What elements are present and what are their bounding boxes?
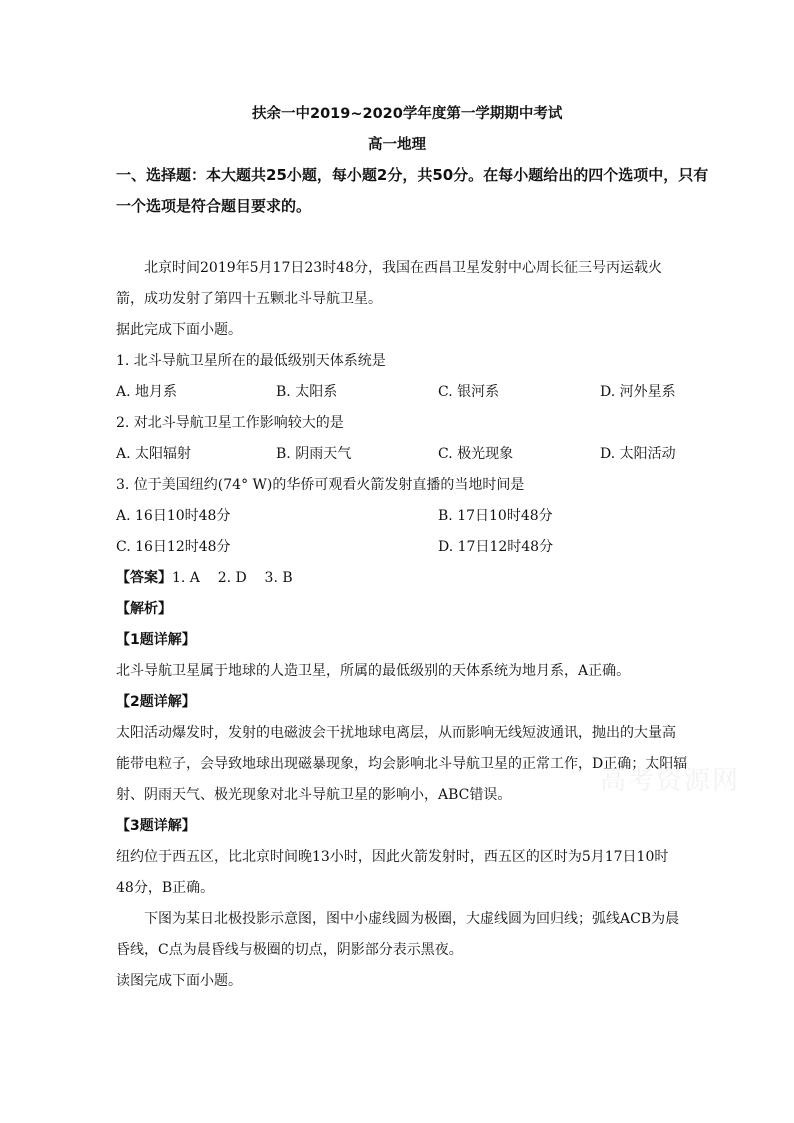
question-1-stem: 1. 北斗导航卫星所在的最低级别天体系统是: [116, 353, 386, 369]
passage1-prompt: 据此完成下面小题。: [116, 322, 242, 338]
passage1-line2: 箭，成功发射了第四十五颗北斗导航卫星。: [116, 291, 382, 307]
question-2-option-d: D. 太阳活动: [600, 446, 676, 462]
analysis-label: 【解析】: [116, 601, 172, 617]
watermark: 高考资源网: [600, 766, 741, 796]
q2-detail-line3: 射、阴雨天气、极光现象对北斗导航卫星的影响小，ABC错误。: [116, 787, 512, 803]
answer-text: 1. A 2. D 3. B: [172, 570, 293, 586]
subject-title: 高一地理: [368, 137, 426, 153]
q3-detail-line1: 纽约位于西五区，比北京时间晚13小时，因此火箭发射时，西五区的区时为5月17日10时: [116, 849, 669, 865]
question-3-option-b: B. 17日10时48分: [438, 508, 553, 524]
question-1-option-b: B. 太阳系: [276, 384, 338, 400]
exam-title: 扶余一中2019~2020学年度第一学期期中考试: [252, 106, 563, 122]
question-2-option-a: A. 太阳辐射: [116, 446, 192, 462]
question-3-stem: 3. 位于美国纽约(74° W)的华侨可观看火箭发射直播的当地时间是: [116, 477, 525, 493]
passage2-line1: 下图为某日北极投影示意图，图中小虚线圆为极圈，大虚线圆为回归线；弧线ACB为晨: [144, 911, 680, 927]
section-heading-line2: 一个选项是符合题目要求的。: [116, 197, 312, 215]
question-3-option-d: D. 17日12时48分: [438, 539, 554, 555]
q1-detail-label: 【1题详解】: [116, 632, 196, 648]
q2-detail-line2: 能带电粒子，会导致地球出现磁暴现象，均会影响北斗导航卫星的正常工作，D正确；太阳辐: [116, 756, 688, 772]
passage2-line2: 昏线，C点为晨昏线与极圈的切点，阴影部分表示黑夜。: [116, 942, 463, 958]
section-heading-line1: 一、选择题：本大题共25小题，每小题2分，共50分。在每小题给出的四个选项中，只有: [116, 166, 709, 184]
question-2-option-c: C. 极光现象: [438, 446, 514, 462]
q2-detail-line1: 太阳活动爆发时，发射的电磁波会干扰地球电离层，从而影响无线短波通讯，抛出的大量高: [116, 725, 676, 741]
question-1-option-d: D. 河外星系: [600, 384, 676, 400]
question-3-option-a: A. 16日10时48分: [116, 508, 231, 524]
passage2-prompt: 读图完成下面小题。: [116, 973, 242, 989]
question-1-option-a: A. 地月系: [116, 384, 178, 400]
q3-detail-line2: 48分，B正确。: [116, 880, 215, 896]
question-2-option-b: B. 阴雨天气: [276, 446, 352, 462]
q2-detail-label: 【2题详解】: [116, 694, 196, 710]
answer-line: [116, 568, 293, 588]
question-2-stem: 2. 对北斗导航卫星工作影响较大的是: [116, 415, 344, 431]
passage1-line1: 北京时间2019年5月17日23时48分，我国在西昌卫星发射中心周长征三号丙运载火: [144, 260, 662, 276]
question-1-option-c: C. 银河系: [438, 384, 500, 400]
q1-detail-text: 北斗导航卫星属于地球的人造卫星，所属的最低级别的天体系统为地月系，A正确。: [116, 663, 631, 679]
question-3-option-c: C. 16日12时48分: [116, 539, 231, 555]
q3-detail-label: 【3题详解】: [116, 818, 196, 834]
answer-label: 【答案】: [116, 570, 172, 586]
